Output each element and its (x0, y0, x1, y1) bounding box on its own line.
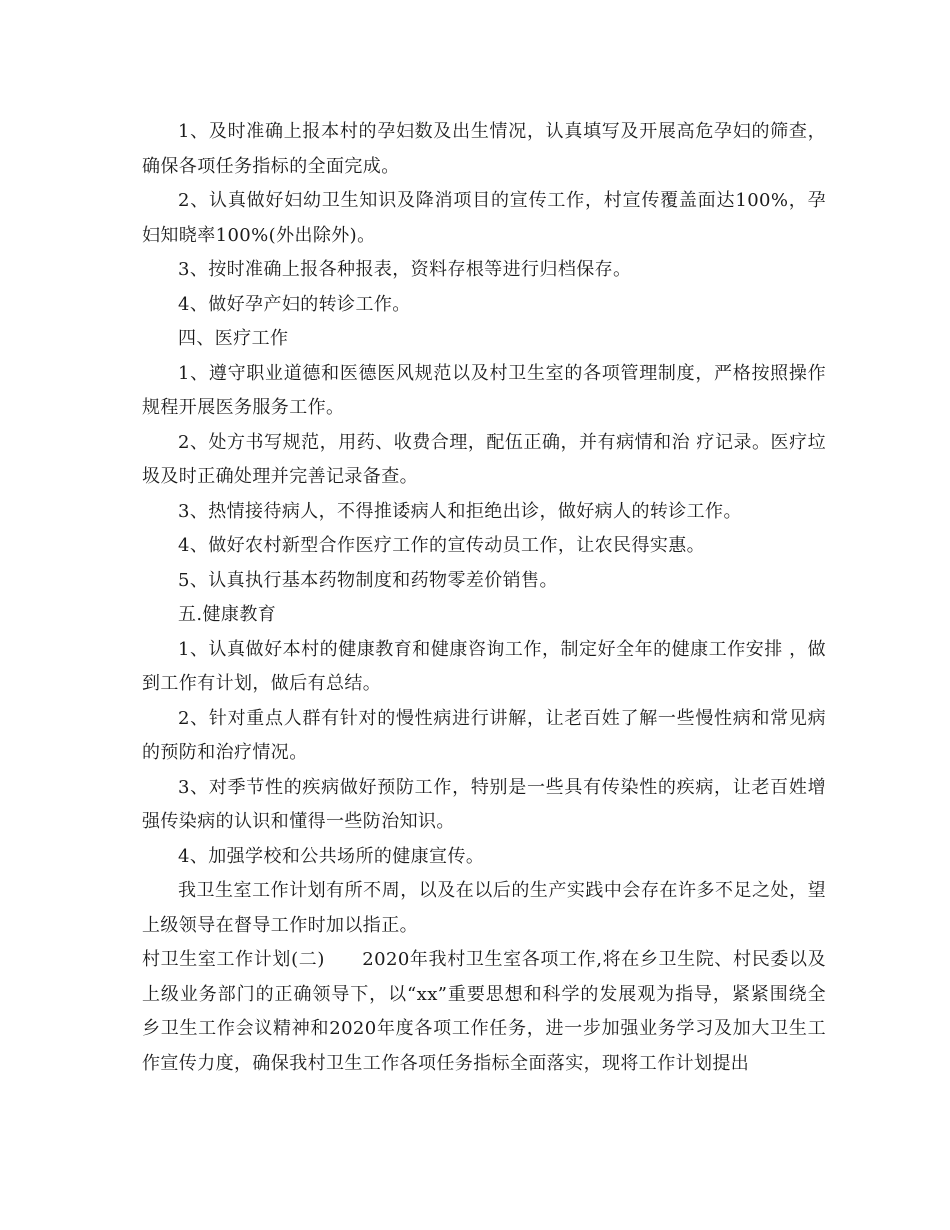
paragraph-item: 3、热情接待病人，不得推诿病人和拒绝出诊，做好病人的转诊工作。 (178, 500, 742, 522)
paragraph-item: 1、遵守职业道德和医德医风规范以及村卫生室的各项管理制度，严格按照操作规程开展医务服务工作。 (142, 362, 826, 418)
document-body (142, 115, 826, 1081)
paragraph-item: 4、做好农村新型合作医疗工作的宣传动员工作，让农民得实惠。 (178, 535, 706, 556)
paragraph-item: 5、认真执行基本药物制度和药物零差价销售。 (178, 569, 558, 591)
section-heading-medical: 四、医疗工作 (178, 328, 289, 349)
section-heading-health-education: 五.健康教育 (178, 604, 277, 625)
paragraph-item: 1、及时准确上报本村的孕妇数及出生情况，认真填写及开展高危孕妇的筛查，确保各项任务指标的全面完成。 (142, 121, 826, 177)
plan-two-intro-paragraph: 村卫生室工作计划(二) 2020年我村卫生室各项工作,将在乡卫生院、村民委以及上级业务部门的正确领导下，以“xx”重要思想和科学的发展观为指导，紧紧围绕全乡卫生工作会议精神和2020年度各项工作任务，进一步加强业务学习及加大卫生工作宣传力度，确保我村卫生工作各项任务指标全面落实，现将工作计划提出 (142, 949, 826, 1074)
paragraph-item: 2、处方书写规范，用药、收费合理，配伍正确，并有病情和治 疗记录。医疗垃圾及时正确处理并完善记录备查。 (142, 431, 826, 487)
paragraph-item: 3、对季节性的疾病做好预防工作，特别是一些具有传染性的疾病，让老百姓增强传染病的认识和懂得一些防治知识。 (142, 776, 826, 832)
paragraph-item: 4、加强学校和公共场所的健康宣传。 (178, 845, 485, 867)
paragraph-item: 2、认真做好妇幼卫生知识及降消项目的宣传工作，村宣传覆盖面达100%，孕妇知晓率100%(外出除外)。 (142, 190, 826, 246)
paragraph-item: 1、认真做好本村的健康教育和健康咨询工作，制定好全年的健康工作安排 ，做到工作有计划，做后有总结。 (142, 638, 826, 694)
closing-paragraph: 我卫生室工作计划有所不周，以及在以后的生产实践中会存在许多不足之处，望上级领导在督导工作时加以指正。 (142, 880, 826, 936)
paragraph-item: 2、针对重点人群有针对的慢性病进行讲解，让老百姓了解一些慢性病和常见病的预防和治疗情况。 (142, 707, 826, 763)
paragraph-item: 4、做好孕产妇的转诊工作。 (178, 293, 411, 315)
paragraph-item: 3、按时准确上报各种报表，资料存根等进行归档保存。 (178, 259, 632, 280)
